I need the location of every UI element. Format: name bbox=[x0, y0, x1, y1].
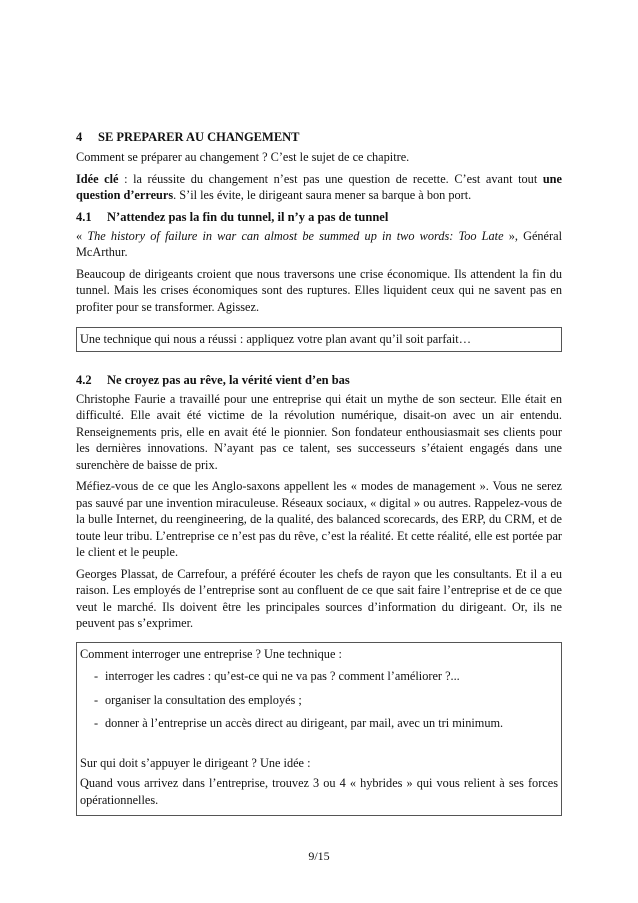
key-idea-label: Idée clé bbox=[76, 171, 119, 186]
dash-bullet: - bbox=[94, 692, 99, 707]
paragraph: Méfiez-vous de ce que les Anglo-saxons appellent les « modes de management ». Vous ne serez pas sauvé par une invention miraculeuse. Réseaux sociaux, « digital » ou autres. Rappelez-vous de la bulle Internet, du reengineering, de la qualité, des balanced scorecards, des ERP, du CRM, et de toute leur tribu. L’entreprise ce n’est pas du rêve, c’est la réalité. Et cette réalité, elle est portée par le client et le peuple. bbox=[76, 479, 562, 559]
box-question: Sur qui doit s’appuyer le dirigeant ? Une idée : bbox=[80, 755, 311, 770]
list-item bbox=[80, 692, 558, 709]
quote-attribution: », Général McArthur. bbox=[76, 228, 562, 259]
subsection-title: Ne croyez pas au rêve, la vérité vient d’en bas bbox=[107, 372, 350, 387]
key-idea-bold: une question d’erreurs bbox=[76, 171, 562, 202]
page-number: 9/15 bbox=[308, 849, 330, 863]
subsection-number: 4.2 bbox=[76, 372, 92, 387]
box-title: Comment interroger une entreprise ? Une technique : bbox=[80, 646, 342, 661]
list-item-text: donner à l’entreprise un accès direct au dirigeant, par mail, avec un tri minimum. bbox=[105, 716, 504, 730]
page-content bbox=[76, 129, 562, 816]
list-item bbox=[80, 668, 558, 685]
list-item-text: organiser la consultation des employés ; bbox=[105, 692, 302, 707]
key-idea-text-end: . S’il les évite, le dirigeant saura mener sa barque à bon port. bbox=[173, 188, 472, 202]
dash-bullet: - bbox=[94, 669, 99, 683]
technique-list bbox=[80, 668, 558, 732]
subsection-title: N’attendez pas la fin du tunnel, il n’y a pas de tunnel bbox=[107, 209, 389, 224]
section-title: SE PREPARER AU CHANGEMENT bbox=[98, 130, 300, 144]
subsection-heading-4-2 bbox=[76, 372, 562, 388]
paragraph: Georges Plassat, de Carrefour, a préféré écouter les chefs de rayon que les consultants. Et il a eu raison. Les employés de l’entreprise sont au confluent de ce que sait faire l’entreprise et de ce que veut le marché. Ils doivent être les principales sources d’information du dirigeant. Or, ils ne peuvent pas s’exprimer. bbox=[76, 566, 562, 630]
technique-text: Une technique qui nous a réussi : appliquez votre plan avant qu’il soit parfait… bbox=[80, 332, 472, 346]
subsection-heading-4-1 bbox=[76, 209, 562, 225]
list-item-text: interroger les cadres : qu’est-ce qui ne va pas ? comment l’améliorer ?... bbox=[105, 669, 460, 683]
paragraph: Beaucoup de dirigeants croient que nous traversons une crise économique. Ils attendent la fin du tunnel. Mais les crises économiques sont des ruptures. Elles liquident ceux qui ne savent pas en profiter pour se transformer. Agissez. bbox=[76, 266, 562, 314]
section-intro: Comment se préparer au changement ? C’est le sujet de ce chapitre. bbox=[76, 150, 410, 164]
technique-box bbox=[76, 642, 562, 817]
section-number: 4 bbox=[76, 130, 83, 144]
key-idea bbox=[76, 171, 562, 204]
quote-open: « bbox=[76, 228, 88, 243]
list-item bbox=[80, 715, 558, 732]
paragraph: Christophe Faurie a travaillé pour une entreprise qui était un mythe de son secteur. Elle était en difficulté. Elle avait été victime de la révolution numérique, disait-on avec un air entendu. Renseignements pris, elle en avait été le pionnier. Son fondateur enthousiasmait ses clients pour les dernières innovations. N’ayant pas ce talent, ses successeurs s’étaient engagés dans une surenchère de baisse de prix. bbox=[76, 391, 562, 472]
key-idea-text: : la réussite du changement n’est pas une question de recette. C’est avant tout bbox=[118, 171, 543, 186]
box-answer: Quand vous arrivez dans l’entreprise, trouvez 3 ou 4 « hybrides » qui vous relient à ses forces opérationnelles. bbox=[80, 776, 558, 807]
subsection-number: 4.1 bbox=[76, 209, 92, 224]
quote bbox=[76, 228, 562, 261]
quote-text: The history of failure in war can almost be summed up in two words: Too Late bbox=[87, 228, 504, 243]
technique-box bbox=[76, 327, 562, 352]
dash-bullet: - bbox=[94, 716, 99, 730]
section-heading bbox=[76, 129, 562, 145]
